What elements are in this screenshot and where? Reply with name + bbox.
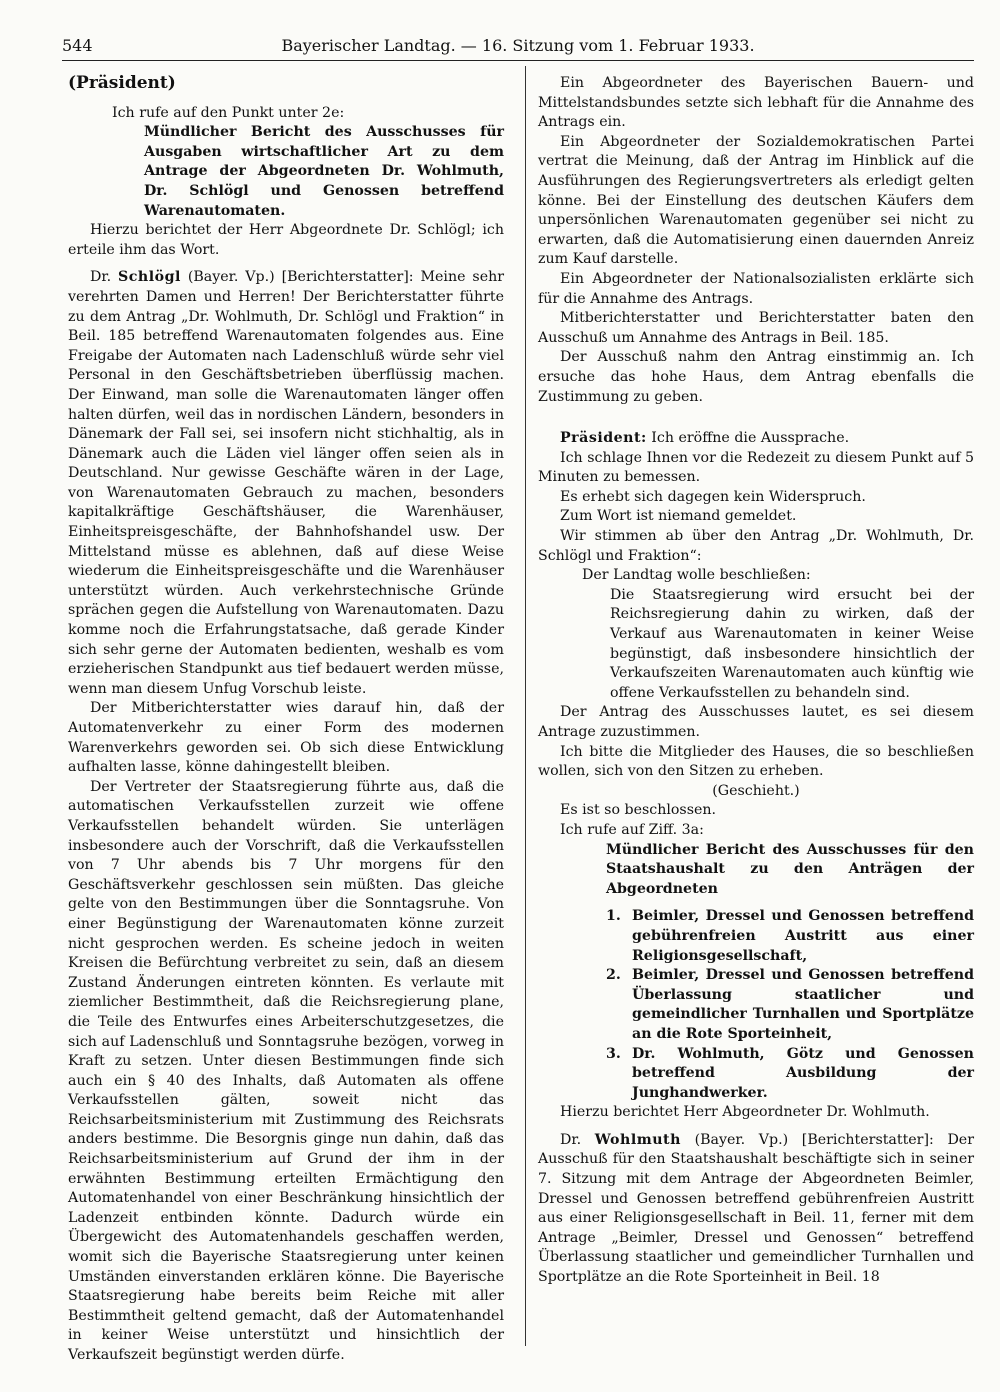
speaker-label: Präsident: [560,430,647,447]
paragraph: Es ist so beschlossen. [560,802,717,819]
page-number: 544 [62,36,93,55]
right-column [538,74,974,1288]
speaker-heading: (Präsident) [68,73,176,93]
left-column [68,74,504,1366]
item-number: 2. [606,967,621,984]
page-header [62,34,974,61]
paragraph: Der Ausschuß nahm den Antrag einstimmig an. Ich ersuche das hohe Haus, dem Antrag ebenfalls die Zustimmung zu geben. [538,349,974,405]
list-item [606,907,974,966]
speaker-prefix: Dr. [560,1131,582,1148]
paragraph: Ein Abgeordneter der Sozialdemokratischen Partei vertrat die Meinung, daß der Antrag im Hinblick auf die Ausführungen des Regierungsvertreters als erledigt gelten könne. Bei der Einstellung des deutschen Käufers dem unpersönlichen Warenautomaten gegenüber sei nicht zu erwarten, daß die Automatisierung einen dauernden Anreiz zum Kauf darstelle. [538,133,974,268]
speaker-name: Schlögl [118,269,181,286]
paragraph-text: Meine sehr verehrten Damen und Herren! Der Berichterstatter führte zu dem Antrag „Dr. Wohlmuth, Dr. Schlögl und Fraktion“ in Beil. 185 betreffend Warenautomaten folgendes aus. Eine Freigabe der Automaten nach Ladenschluß würde sehr viel Personal in den Geschäftsbetrieben überflüssig machen. Der Einwand, man solle die Warenautomaten länger offen halten dürfen, weil das in nordischen Ländern, besonders in Dänemark der Fall sei, sei insofern nicht stichhaltig, als in Dänemark auch die Läden viel länger offen seien als in Deutschland. Nur gewisse Geschäfte wären in der Lage, von Warenautomaten Gebrauch zu machen, besonders kapitalkräftige Geschäftshäuser, die Warenhäuser, Einheitspreisgeschäfte, der Bahnhofshandel usw. Der Mittelstand müsse es ablehnen, daß auf diese Weise wiederum die Einheitspreisgeschäfte und die Warenhäuser unterstützt würden. Auch verkehrstechnische Gründe sprächen gegen die Aufstellung von Warenautomaten. Dazu komme noch die Erfahrungstatsache, daß gerade Kinder sich sehr gerne der Automaten bedienten, weshalb es vom erzieherischen Standpunkt aus tief bedauert werden müsse, wenn man diesem Unfug Vorschub leiste. [68,269,505,697]
paragraph-text: Der Ausschuß für den Staatshaushalt beschäftigte sich in seiner 7. Sitzung mit dem Antrage der Abgeordneten Beimler, Dressel und Genossen betreffend gebührenfreien Austritt aus einer Religionsgesellschaft in Beil. 11, ferner mit dem Antrage „Beimler, Dressel und Genossen“ betreffend Überlassung staatlicher und gemeindlicher Turnhallen und Sportplätze an die Rote Sporteinheit in Beil. 18 [538,1131,974,1286]
paragraph: Hierzu berichtet Herr Abgeordneter Dr. Wohlmuth. [560,1104,930,1121]
paragraph: Der Antrag des Ausschusses lautet, es sei diesem Antrage zuzustimmen. [538,704,974,740]
stage-direction: (Geschieht.) [712,782,800,799]
motion-text: Die Staatsregierung wird ersucht bei der Reichsregierung dahin zu wirken, daß der Verkauf aus Warenautomaten in keiner Weise begünstigt, daß insbesondere hinsichtlich der Verkaufszeiten Warenautomaten auch künftig wie offene Verkaufsstellen zu behandeln sind. [610,586,974,701]
paragraph: Es erhebt sich dagegen kein Widerspruch. [560,488,866,505]
paragraph: Ich bitte die Mitglieder des Hauses, die so beschließen wollen, sich von den Sitzen zu erheben. [538,743,974,780]
paragraph: Mitberichterstatter und Berichterstatter baten den Ausschuß um Annahme des Antrags in Beil. 185. [538,310,974,346]
list-item [606,966,974,1044]
item-number: 3. [606,1045,621,1062]
speaker-prefix: Dr. [90,269,112,286]
agenda-subject: Mündlicher Bericht des Ausschusses für Ausgaben wirtschaftlicher Art zu dem Antrage der Abgeordneten Dr. Wohlmuth, Dr. Schlögl und Genossen betreffend Warenautomaten. [144,124,504,219]
paragraph: Wir stimmen ab über den Antrag „Dr. Wohlmuth, Dr. Schlögl und Fraktion“: [538,528,974,564]
speaker-paragraph [538,1131,974,1288]
column-divider [525,66,526,1346]
item-text: Beimler, Dressel und Genossen betreffend gebührenfreien Austritt aus einer Religionsgesellschaft, [632,908,974,964]
paragraph: Ein Abgeordneter der Nationalsozialisten erklärte sich für die Annahme des Antrags. [538,270,974,307]
president-paragraph [538,429,974,449]
agenda-call: Ich rufe auf den Punkt unter 2e: [112,104,345,121]
speaker-paragraph [68,268,504,699]
item-text: Dr. Wohlmuth, Götz und Genossen betreffend Ausbildung der Junghandwerker. [632,1045,974,1101]
item-number: 1. [606,908,621,925]
paragraph: Hierzu berichtet der Herr Abgeordnete Dr. Schlögl; ich erteile ihm das Wort. [68,222,504,258]
list-item [606,1045,974,1104]
paragraph-text: Ich eröffne die Aussprache. [651,430,850,447]
paragraph: Ich rufe auf Ziff. 3a: [560,821,704,838]
speaker-affiliation: (Bayer. Vp.) [Berichterstatter]: [187,269,414,286]
speaker-affiliation: (Bayer. Vp.) [Berichterstatter]: [694,1131,934,1148]
running-title: Bayerischer Landtag. — 16. Sitzung vom 1. Februar 1933. [281,36,755,55]
item-text: Beimler, Dressel und Genossen betreffend Überlassung staatlicher und gemeindlicher Turnhallen und Sportplätze an die Rote Sporteinheit, [632,967,974,1042]
speaker-name: Wohlmuth [594,1131,681,1148]
paragraph: Ein Abgeordneter des Bayerischen Bauern- und Mittelstandsbundes setzte sich lebhaft für die Annahme des Antrags ein. [538,75,974,131]
paragraph: Der Vertreter der Staatsregierung führte aus, daß die automatischen Verkaufsstellen zurzeit wie offene Verkaufsstellen behandelt würden. Sie unterlägen insbesondere auch der Vorschrift, daß die Verkaufsstellen von 7 Uhr abends bis 7 Uhr morgens für den Geschäftsverkehr geschlossen sein müßten. Das gleiche gelte von den Bestimmungen über die Sonntagsruhe. Von einer Begünstigung der Warenautomaten könne zurzeit nicht gesprochen werden. Es scheine jedoch in weiten Kreisen die Befürchtung verbreitet zu sein, daß an diesem Zustand Änderungen eintreten könnten. Es verlaute mit ziemlicher Bestimmtheit, daß die Reichsregierung plane, die Teile des Entwurfes eines Arbeiterschutzgesetzes, die sich auf Ladenschluß und Sonntagsruhe bezögen, vorweg in Kraft zu setzen. Unter diesen Bestimmungen finde sich auch ein § 40 des Inhalts, daß Automaten als offene Verkaufsstellen gälten, soweit nicht das Reichsarbeitsministerium mit Zustimmung des Reichsrats anders bestimme. Die Besorgnis ginge nun dahin, daß das Reichsarbeitsministerium auf Grund der ihm in der erwähnten Bestimmung erteilten Ermächtigung den Automatenhandel von einer Beschränkung hinsichtlich der Ladenzeit entbinden könnte. Dadurch würde ein Übergewicht des Automatenhandels geschaffen werden, womit sich die Bayerische Staatsregierung unter keinen Umständen einverstanden erklären könne. Die Bayerische Staatsregierung habe bereits beim Reiche mit aller Bestimmtheit geltend gemacht, daß der Automatenhandel in keiner Weise unterstützt und hinsichtlich der Verkaufszeit begünstigt werden dürfe. [68,778,504,1363]
motion-intro: Der Landtag wolle beschließen: [582,567,811,584]
agenda-subject: Mündlicher Bericht des Ausschusses für den Staatshaushalt zu den Anträgen der Abgeordneten [606,841,974,897]
paragraph: Zum Wort ist niemand gemeldet. [560,508,797,525]
paragraph: Ich schlage Ihnen vor die Redezeit zu diesem Punkt auf 5 Minuten zu bemessen. [538,449,974,486]
paragraph: Der Mitberichterstatter wies darauf hin, daß der Automatenverkehr zu einer Form des modernen Warenverkehrs geworden sei. Ob sich diese Entwicklung aufhalten lasse, könne dahingestellt bleiben. [68,700,504,776]
